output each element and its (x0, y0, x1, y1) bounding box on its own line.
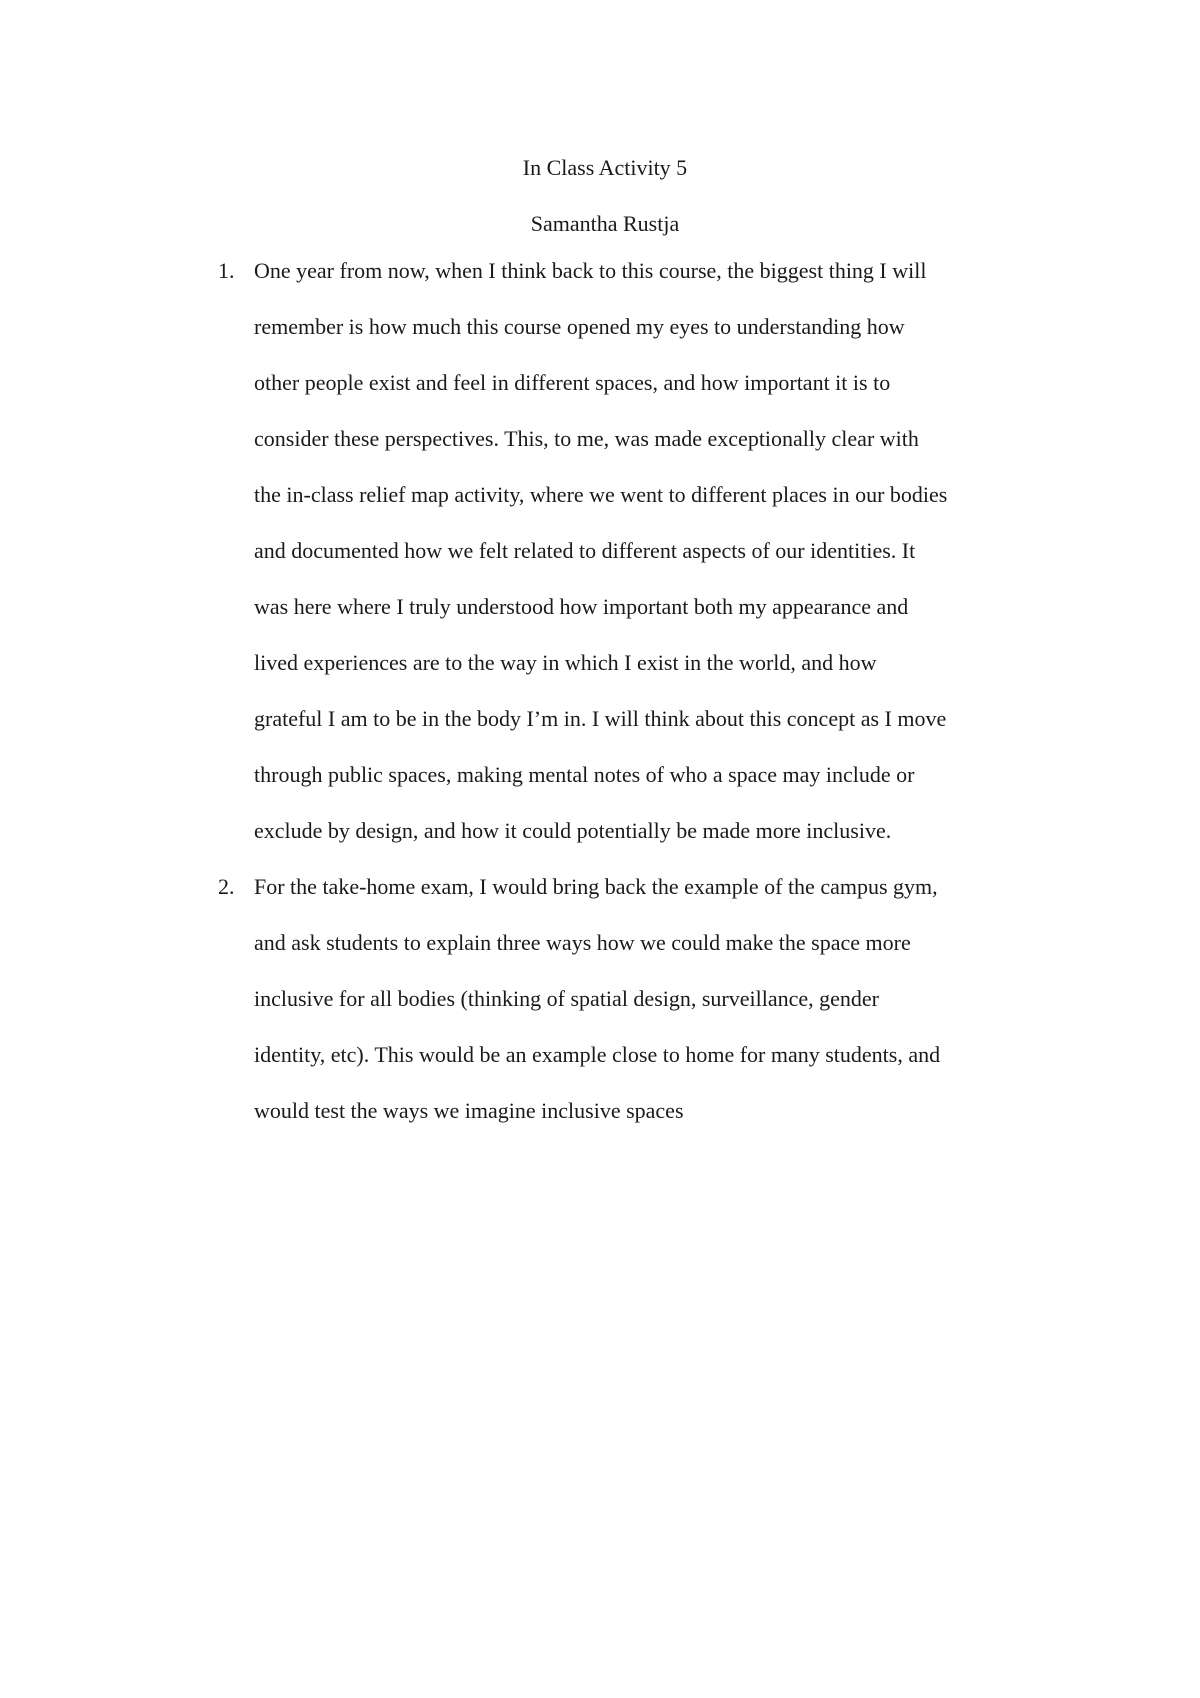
list-item-number: 2. (218, 874, 235, 899)
paragraph-line: through public spaces, making mental notes of who a space may include or (254, 762, 915, 787)
paragraph-line: One year from now, when I think back to this course, the biggest thing I will (254, 258, 927, 283)
document-title: In Class Activity 5 (522, 155, 688, 180)
paragraph-line: the in-class relief map activity, where we went to different places in our bodies (254, 482, 948, 507)
numbered-list (218, 243, 1038, 1139)
paragraph-line: identity, etc). This would be an example close to home for many students, and (254, 1042, 941, 1067)
paragraph-line: lived experiences are to the way in which I exist in the world, and how (254, 650, 877, 675)
paragraph-line: grateful I am to be in the body I’m in. I will think about this concept as I move (254, 706, 947, 731)
paragraph-line: For the take-home exam, I would bring back the example of the campus gym, (254, 874, 938, 899)
paragraph-line: and documented how we felt related to different aspects of our identities. It (254, 538, 916, 563)
paragraph-line: consider these perspectives. This, to me, was made exceptionally clear with (254, 426, 919, 451)
author-name: Samantha Rustja (530, 211, 680, 236)
paragraph-line: exclude by design, and how it could potentially be made more inclusive. (254, 818, 892, 843)
list-item-2 (218, 859, 1038, 1139)
list-item-1 (218, 243, 1038, 859)
title-block (0, 140, 1200, 252)
paragraph-line: and ask students to explain three ways how we could make the space more (254, 930, 911, 955)
paragraph-line: remember is how much this course opened my eyes to understanding how (254, 314, 905, 339)
paragraph-line: was here where I truly understood how important both my appearance and (254, 594, 909, 619)
paragraph-line: other people exist and feel in different spaces, and how important it is to (254, 370, 891, 395)
list-item-number: 1. (218, 258, 235, 283)
paragraph-line: inclusive for all bodies (thinking of spatial design, surveillance, gender (254, 986, 880, 1011)
paragraph-line: would test the ways we imagine inclusive spaces (254, 1098, 684, 1123)
